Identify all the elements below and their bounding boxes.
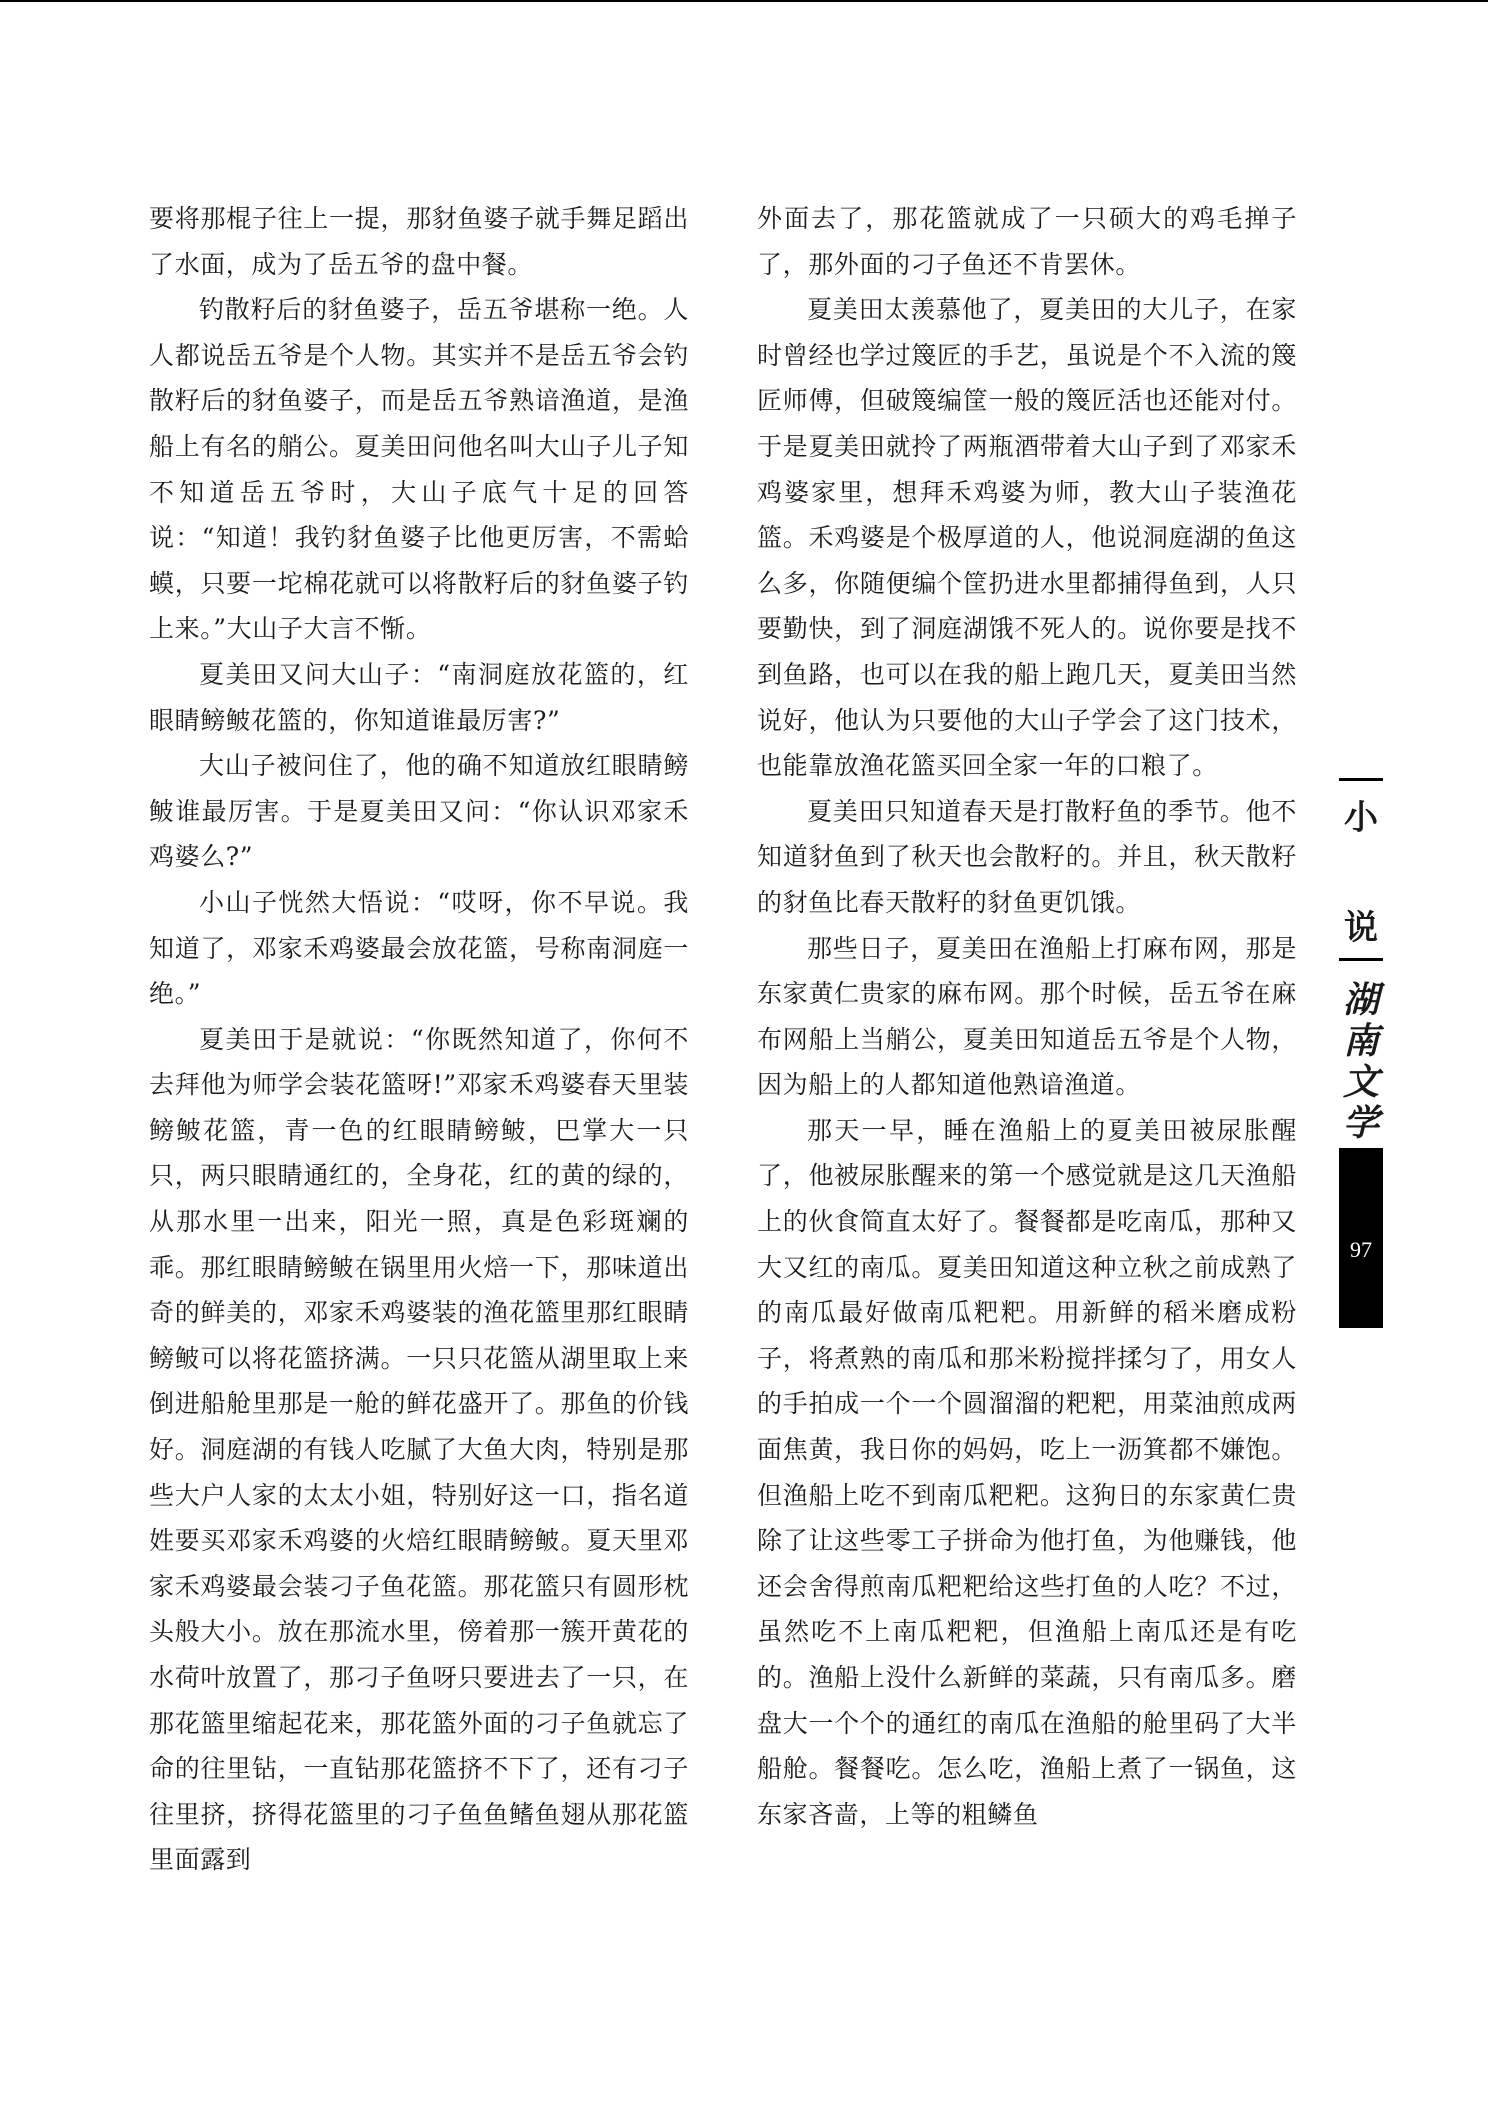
paragraph: 那些日子，夏美田在渔船上打麻布网，那是东家黄仁贵家的麻布网。那个时候，岳五爷在麻布网船上当艄公，夏美田知道岳五爷是个人物，因为船上的人都知道他熟谙渔道。 xyxy=(757,933,1297,1100)
paragraph: 大山子被问住了，他的确不知道放红眼睛鳑鲏谁最厉害。于是夏美田又问：“你认识邓家禾鸡婆么?” xyxy=(149,751,689,872)
sidebar-rule-middle xyxy=(1339,958,1383,961)
paragraph: 夏美田于是就说：“你既然知道了，你何不去拜他为师学会装花篮呀!”邓家禾鸡婆春天里装鳑鲏花篮，青一色的红眼睛鳑鲏，巴掌大一只只，两只眼睛通红的，全身花，红的黄的绿的，从那水里一出来，阳光一照，真是色彩斑斓的乖。那红眼睛鳑鲏在锅里用火焙一下，那味道出奇的鲜美的，邓家禾鸡婆装的渔花篮里那红眼睛鳑鲏可以将花篮挤满。一只只花篮从湖里取上来倒进船舱里那是一舱的鲜花盛开了。那鱼的价钱好。洞庭湖的有钱人吃腻了大鱼大肉，特别是那些大户人家的太太小姐，特别好这一口，指名道姓要买邓家禾鸡婆的火焙红眼睛鳑鲏。夏天里邓家禾鸡婆最会装刁子鱼花篮。那花篮只有圆形枕头般大小。放在那流水里，傍着那一簇开黄花的水荷叶放置了，那刁子鱼呀只要进去了一只，在那花篮里缩起花来，那花篮外面的刁子鱼就忘了命的往里钻，一直钻那花篮挤不下了，还有刁子往里挤，挤得花篮里的刁子鱼鱼鳍鱼翅从那花篮里面露到 xyxy=(149,1024,689,1875)
left-text-column xyxy=(149,196,689,1883)
paragraph: 小山子恍然大悟说：“哎呀，你不早说。我知道了，邓家禾鸡婆最会放花篮，号称南洞庭一绝。” xyxy=(149,887,689,1009)
paragraph: 钓散籽后的豺鱼婆子，岳五爷堪称一绝。人人都说岳五爷是个人物。其实并不是岳五爷会钓散籽后的豺鱼婆子，而是岳五爷熟谙渔道，是渔船上有名的艄公。夏美田问他名叫大山子儿子知不知道岳五爷时，大山子底气十足的回答说：“知道！我钓豺鱼婆子比他更厉害，不需蛤蟆，只要一坨棉花就可以将散籽后的豺鱼婆子钓上来。”大山子大言不惭。 xyxy=(149,295,689,644)
brand-char: 文 xyxy=(1342,1061,1379,1103)
sidebar-rule-top xyxy=(1339,778,1383,781)
brand-char: 学 xyxy=(1342,1102,1379,1144)
brand-char: 湖 xyxy=(1342,979,1379,1021)
top-border-rule xyxy=(0,0,1488,2)
paragraph: 夏美田只知道春天是打散籽鱼的季节。他不知道豺鱼到了秋天也会散籽的。并且，秋天散籽的豺鱼比春天散籽的豺鱼更饥饿。 xyxy=(757,796,1297,917)
section-label-xiao: 小 xyxy=(1344,798,1378,838)
page-number-tab xyxy=(1339,1148,1383,1328)
magazine-brand-mark xyxy=(1339,980,1383,1144)
paragraph: 要将那棍子往上一提，那豺鱼婆子就手舞足蹈出了水面，成为了岳五爷的盘中餐。 xyxy=(149,204,689,279)
right-text-column xyxy=(757,196,1297,1837)
paragraph: 夏美田太羡慕他了，夏美田的大儿子，在家时曾经也学过篾匠的手艺，虽说是个不入流的篾匠师傅，但破篾编筐一般的篾匠活也还能对付。于是夏美田就拎了两瓶酒带着大山子到了邓家禾鸡婆家里，想拜禾鸡婆为师，教大山子装渔花篮。禾鸡婆是个极厚道的人，他说洞庭湖的鱼这么多，你随便编个筐扔进水里都捕得鱼到，人只要勤快，到了洞庭湖饿不死人的。说你要是找不到鱼路，也可以在我的船上跑几天，夏美田当然说好，他认为只要他的大山子学会了这门技术，也能靠放渔花篮买回全家一年的口粮了。 xyxy=(757,295,1297,781)
paragraph: 夏美田又问大山子：“南洞庭放花篮的，红眼睛鳑鲏花篮的，你知道谁最厉害?” xyxy=(149,659,689,735)
page-number: 97 xyxy=(1350,1237,1372,1262)
brand-char: 南 xyxy=(1342,1020,1379,1062)
paragraph: 那天一早，睡在渔船上的夏美田被尿胀醒了，他被尿胀醒来的第一个感觉就是这几天渔船上的伙食简直太好了。餐餐都是吃南瓜，那种又大又红的南瓜。夏美田知道这种立秋之前成熟了的南瓜最好做南瓜粑粑。用新鲜的稻米磨成粉子，将煮熟的南瓜和那米粉搅拌揉匀了，用女人的手拍成一个一个圆溜溜的粑粑，用菜油煎成两面焦黄，我日你的妈妈，吃上一沥箕都不嫌饱。但渔船上吃不到南瓜粑粑。这狗日的东家黄仁贵除了让这些零工子拼命为他打鱼，为他赚钱，他还会舍得煎南瓜粑粑给这些打鱼的人吃？不过，虽然吃不上南瓜粑粑，但渔船上南瓜还是有吃的。渔船上没什么新鲜的菜蔬，只有南瓜多。磨盘大一个个的通红的南瓜在渔船的舱里码了大半船舱。餐餐吃。怎么吃，渔船上煮了一锅鱼，这东家吝啬，上等的粗鳞鱼 xyxy=(757,1115,1297,1829)
section-label-shuo: 说 xyxy=(1344,908,1378,948)
paragraph: 外面去了，那花篮就成了一只硕大的鸡毛掸子了，那外面的刁子鱼还不肯罢休。 xyxy=(757,204,1297,279)
